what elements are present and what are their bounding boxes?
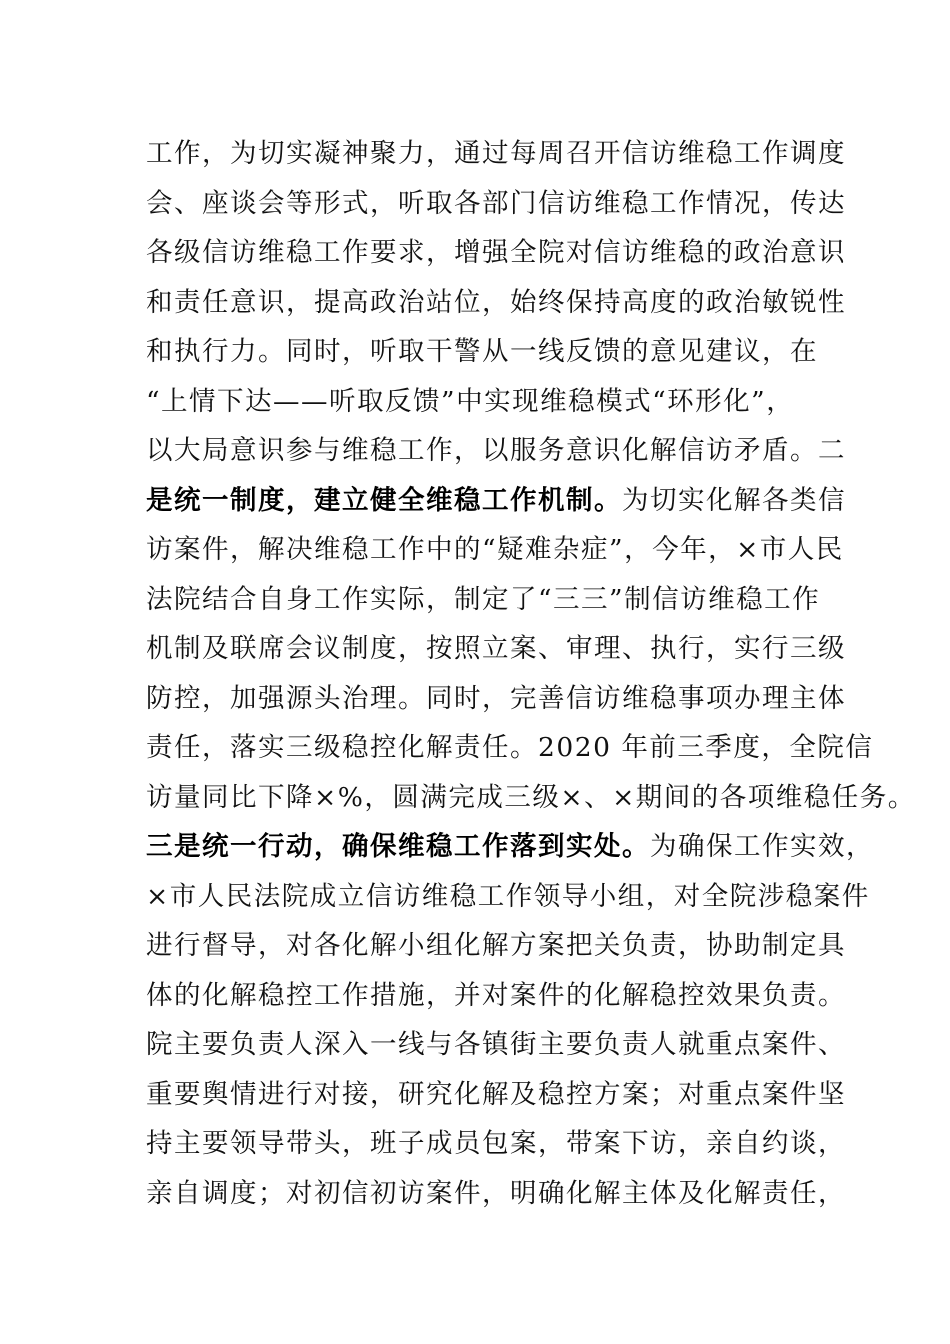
- line-text: 持主要领导带头，班子成员包案，带案下访，亲自约谈，: [146, 1128, 846, 1159]
- text-line-13: [146, 723, 874, 773]
- text-line-3: [146, 228, 846, 278]
- text-line-7: [146, 426, 846, 476]
- text-line-8: [146, 476, 846, 526]
- text-line-11: [146, 624, 846, 674]
- line-text: 为确保工作实效，: [650, 831, 874, 862]
- line-text: ×市人民法院成立信访维稳工作领导小组，对全院涉稳案件: [146, 880, 870, 912]
- line-text: “上情下达——听取反馈”中实现维稳模式“环形化”，: [146, 385, 795, 417]
- line-text: 工作，为切实凝神聚力，通过每周召开信访维稳工作调度: [146, 138, 846, 169]
- text-line-1: [146, 129, 846, 179]
- line-text: 进行督导，对各化解小组化解方案把关负责，协助制定具: [146, 930, 846, 961]
- line-text: 会、座谈会等形式，听取各部门信访维稳工作情况，传达: [146, 187, 846, 219]
- text-line-12: [146, 674, 846, 724]
- text-line-22: [146, 1169, 846, 1219]
- body-text: [146, 129, 916, 1218]
- line-text: 防控，加强源头治理。同时，完善信访维稳事项办理主体: [146, 682, 846, 714]
- line-text: 机制及联席会议制度，按照立案、审理、执行，实行三级: [146, 633, 846, 664]
- line-text: 亲自调度；对初信初访案件，明确化解主体及化解责任，: [146, 1177, 846, 1209]
- line-text: 访量同比下降×%，圆满完成三级×、×期间的各项维稳任务。: [146, 781, 916, 813]
- line-text: 体的化解稳控工作措施，并对案件的化解稳控效果负责。: [146, 979, 846, 1011]
- text-line-9: [146, 525, 846, 575]
- text-line-19: [146, 1020, 846, 1070]
- text-line-10: [146, 575, 846, 625]
- bold-heading-3: 三是统一行动，确保维稳工作落到实处。: [146, 831, 650, 862]
- line-text: 责任，落实三级稳控化解责任。2020 年前三季度，全院信: [146, 732, 874, 763]
- line-text: 重要舆情进行对接，研究化解及稳控方案；对重点案件坚: [146, 1078, 846, 1110]
- text-line-15: [146, 822, 874, 872]
- bold-heading-2: 是统一制度，建立健全维稳工作机制。: [146, 484, 622, 516]
- text-line-14: [146, 773, 916, 823]
- line-text: 法院结合自身工作实际，制定了“三三”制信访维稳工作: [146, 583, 821, 615]
- line-text: 院主要负责人深入一线与各镇街主要负责人就重点案件、: [146, 1029, 846, 1060]
- text-line-21: [146, 1119, 846, 1169]
- text-line-16: [146, 872, 870, 922]
- text-line-2: [146, 179, 846, 229]
- line-text: 和责任意识，提高政治站位，始终保持高度的政治敏锐性: [146, 286, 846, 318]
- text-line-4: [146, 278, 846, 328]
- line-text: 各级信访维稳工作要求，增强全院对信访维稳的政治意识: [146, 237, 846, 268]
- line-text: 访案件，解决维稳工作中的“疑难杂症”，今年，×市人民: [146, 534, 844, 565]
- text-line-6: [146, 377, 846, 427]
- line-text: 为切实化解各类信: [622, 484, 846, 516]
- text-line-18: [146, 971, 846, 1021]
- text-line-5: [146, 327, 846, 377]
- text-line-20: [146, 1070, 846, 1120]
- line-text: 和执行力。同时，听取干警从一线反馈的意见建议，在: [146, 336, 818, 367]
- line-text: 以大局意识参与维稳工作，以服务意识化解信访矛盾。二: [146, 435, 846, 466]
- text-line-17: [146, 921, 846, 971]
